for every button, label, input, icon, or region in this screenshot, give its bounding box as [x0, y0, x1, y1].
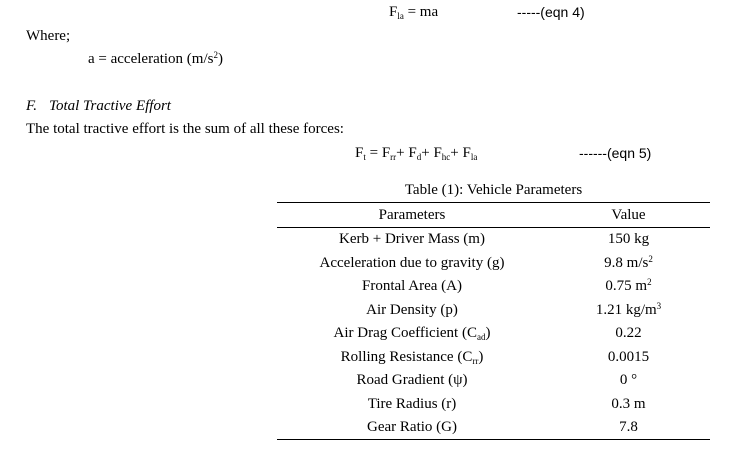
- param-subscript: ad: [476, 332, 486, 343]
- eqn5-frr-sub: rr: [390, 152, 397, 162]
- table-row: [277, 345, 710, 369]
- eqn4-force-symbol: F: [389, 4, 398, 20]
- value-text: 1.21 kg/m: [595, 301, 657, 318]
- value-cell: [547, 345, 710, 369]
- value-cell: [547, 227, 710, 251]
- acceleration-exponent: 2: [213, 50, 218, 60]
- param-cell: [277, 345, 547, 369]
- param-text: Road Gradient (ψ): [356, 372, 468, 389]
- table-row: [277, 251, 710, 275]
- value-exponent: 3: [656, 300, 662, 311]
- param-cell: [277, 298, 547, 322]
- equation-5: [355, 144, 477, 162]
- eqn5-fd: F: [408, 145, 417, 161]
- value-text: 0.22: [615, 325, 642, 342]
- table-row: [277, 275, 710, 299]
- eqn5-equals: =: [365, 145, 382, 161]
- eqn5-plus: +: [396, 145, 409, 161]
- table-row: [277, 392, 710, 416]
- param-cell: [277, 227, 547, 251]
- equation-5-tag: ------(eqn 5): [579, 145, 652, 161]
- value-text: 0 °: [619, 372, 638, 389]
- intro-sentence: The total tractive effort is the sum of all these forces:: [26, 121, 344, 137]
- table-caption: Table (1): Vehicle Parameters: [404, 182, 583, 198]
- param-text: Frontal Area (A): [362, 278, 462, 295]
- value-cell: [547, 322, 710, 346]
- param-text: Gear Ratio (G): [367, 419, 457, 436]
- section-heading: [26, 97, 171, 115]
- value-text: 0.75 m: [605, 278, 648, 295]
- eqn5-fla-sub: la: [470, 152, 478, 162]
- param-text: Air Density (p): [366, 301, 458, 318]
- param-cell: [277, 369, 547, 393]
- value-cell: [547, 369, 710, 393]
- eqn5-plus: +: [421, 145, 434, 161]
- eqn5-fd-sub: d: [416, 152, 422, 162]
- param-cell: [277, 392, 547, 416]
- param-cell: [277, 251, 547, 275]
- value-cell: [547, 392, 710, 416]
- param-text: Acceleration due to gravity (g): [319, 254, 505, 271]
- param-text: Kerb + Driver Mass (m): [339, 231, 485, 248]
- column-header-value: Value: [547, 203, 710, 228]
- table-row: [277, 298, 710, 322]
- param-cell: [277, 275, 547, 299]
- acceleration-close: ): [217, 51, 223, 67]
- param-subscript: rr: [472, 355, 479, 366]
- eqn4-rhs: = ma: [403, 4, 439, 20]
- acceleration-definition: [88, 50, 223, 68]
- value-exponent: 2: [647, 277, 652, 288]
- value-exponent: 2: [648, 253, 653, 264]
- value-text: 9.8 m/s: [604, 254, 649, 271]
- table-row: [277, 416, 710, 440]
- param-cell: [277, 416, 547, 440]
- table-row: [277, 369, 710, 393]
- value-text: 0.3 m: [611, 395, 646, 412]
- value-cell: [547, 298, 710, 322]
- eqn5-plus: +: [450, 145, 463, 161]
- eqn5-frr: F: [381, 145, 391, 161]
- section-number: F.: [26, 98, 37, 114]
- value-cell: [547, 275, 710, 299]
- value-cell: [547, 251, 710, 275]
- eqn5-fla: F: [462, 145, 471, 161]
- value-text: 0.0015: [607, 348, 650, 365]
- where-label: Where;: [26, 28, 71, 44]
- param-close: ): [478, 348, 484, 365]
- eqn5-ft-sub: t: [363, 152, 366, 162]
- eqn5-ft: F: [355, 145, 364, 161]
- equation-4: [389, 3, 438, 21]
- value-text: 7.8: [619, 419, 638, 436]
- eqn5-fhc-sub: hc: [441, 152, 451, 162]
- acceleration-text: a = acceleration (m/s: [88, 51, 214, 67]
- equation-4-tag: -----(eqn 4): [517, 4, 585, 20]
- eqn4-force-subscript: la: [397, 11, 404, 21]
- table-row: [277, 322, 710, 346]
- eqn5-fhc: F: [433, 145, 442, 161]
- param-text: Tire Radius (r): [367, 395, 457, 412]
- section-title: Total Tractive Effort: [48, 98, 171, 114]
- param-close: ): [485, 325, 491, 342]
- param-cell: [277, 322, 547, 346]
- value-cell: [547, 416, 710, 440]
- table-row: [277, 227, 710, 251]
- param-text: Air Drag Coefficient (C: [333, 325, 477, 342]
- value-text: 150 kg: [607, 231, 650, 248]
- table-header-row: [277, 203, 710, 228]
- column-header-parameters: Parameters: [277, 203, 547, 228]
- param-text: Rolling Resistance (C: [340, 348, 473, 365]
- vehicle-parameters-table: [277, 202, 710, 440]
